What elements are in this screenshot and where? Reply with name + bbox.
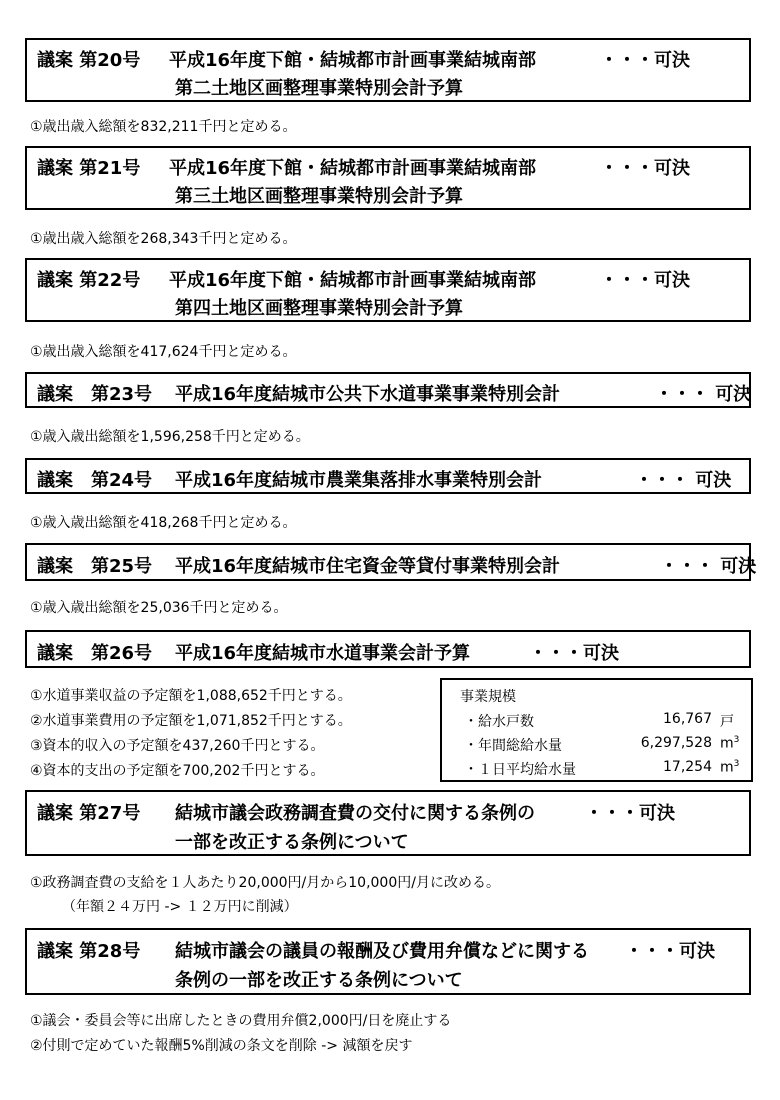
bill-title: 平成16年度下館・結城都市計画事業結城南部	[169, 158, 537, 179]
bill-number: 議案 第27号	[37, 803, 141, 824]
scale-unit: $m^3$	[720, 735, 740, 752]
scale-unit: $m^3$	[720, 759, 740, 776]
bill-number: 議案 第20号	[37, 50, 141, 71]
bill-title: 平成16年度結城市公共下水道事業事業特別会計	[175, 384, 561, 405]
scale-label: ・年間総給水量	[464, 738, 562, 754]
bill-item: ①政務調査費の支給を１人あたり20,000円/月から10,000円/月に改める。	[30, 875, 500, 891]
bill-item: ①歳入歳出総額を418,268千円と定める。	[30, 515, 297, 531]
bill-number: 議案 第25号	[37, 556, 153, 577]
bill-item: ①水道事業収益の予定額を1,088,652千円とする。	[30, 688, 352, 704]
bill-item: ③資本的収入の予定額を437,260千円とする。	[30, 738, 325, 754]
bill-result: ・・・可決	[585, 803, 675, 824]
bill-header-24	[25, 458, 751, 494]
bill-result: ・・・可決	[529, 643, 619, 664]
bill-result: ・・・可決	[625, 941, 715, 962]
scale-label: ・１日平均給水量	[464, 762, 576, 778]
bill-result: ・・・可決	[600, 270, 690, 291]
bill-title-line2: 第三土地区画整理事業特別会計予算	[175, 186, 463, 207]
bill-title: 平成16年度結城市農業集落排水事業特別会計	[175, 470, 543, 491]
bill-result: ・・・ 可決	[655, 384, 752, 405]
scale-heading: 事業規模	[460, 689, 516, 705]
bill-header-23	[25, 372, 751, 408]
bill-item: （年額２４万円 -> １２万円に削減）	[62, 899, 298, 915]
bill-header-27	[25, 790, 751, 856]
bill-item: ②水道事業費用の予定額を1,071,852千円とする。	[30, 713, 352, 729]
bill-title: 平成16年度下館・結城都市計画事業結城南部	[169, 270, 537, 291]
bill-header-26	[25, 630, 751, 668]
bill-header-22	[25, 258, 751, 322]
bill-number: 議案 第23号	[37, 384, 153, 405]
bill-title: 平成16年度下館・結城都市計画事業結城南部	[169, 50, 537, 71]
scale-value: 17,254	[663, 759, 712, 775]
bill-title: 平成16年度結城市住宅資金等貸付事業特別会計	[175, 556, 561, 577]
bill-result: ・・・可決	[600, 158, 690, 179]
bill-header-25	[25, 543, 757, 581]
bill-header-28	[25, 928, 751, 995]
bill-header-21	[25, 146, 751, 210]
bill-item: ①歳出歳入総額を417,624千円と定める。	[30, 344, 297, 360]
bill-title-line2: 第四土地区画整理事業特別会計予算	[175, 298, 463, 319]
bill-item: ④資本的支出の予定額を700,202千円とする。	[30, 763, 325, 779]
bill-result: ・・・可決	[600, 50, 690, 71]
bill-title: 結城市議会政務調査費の交付に関する条例の	[175, 803, 535, 824]
bill-item: ①歳入歳出総額を1,596,258千円と定める。	[30, 429, 310, 445]
bill-title-line2: 一部を改正する条例について	[175, 832, 409, 853]
bill-title-line2: 第二土地区画整理事業特別会計予算	[175, 78, 463, 99]
bill-title: 結城市議会の議員の報酬及び費用弁償などに関する	[175, 941, 589, 962]
bill-item: ②付則で定めていた報酬5%削減の条文を削除 -> 減額を戻す	[30, 1038, 413, 1054]
bill-number: 議案 第22号	[37, 270, 141, 291]
bill-item: ①歳出歳入総額を268,343千円と定める。	[30, 231, 297, 247]
scale-unit: 戸	[720, 714, 734, 730]
business-scale-box	[440, 678, 753, 782]
bill-item: ①議会・委員会等に出席したときの費用弁償2,000円/日を廃止する	[30, 1013, 452, 1029]
bill-number: 議案 第26号	[37, 643, 153, 664]
bill-number: 議案 第21号	[37, 158, 141, 179]
bill-result: ・・・ 可決	[660, 556, 757, 577]
bill-title: 平成16年度結城市水道事業会計予算	[175, 643, 471, 664]
bill-number: 議案 第28号	[37, 941, 141, 962]
bill-result: ・・・ 可決	[635, 470, 732, 491]
scale-label: ・給水戸数	[464, 714, 534, 730]
bill-title-line2: 条例の一部を改正する条例について	[175, 970, 463, 991]
scale-value: 6,297,528	[640, 735, 712, 751]
bill-number: 議案 第24号	[37, 470, 153, 491]
bill-item: ①歳出歳入総額を832,211千円と定める。	[30, 119, 297, 135]
bill-header-20	[25, 38, 751, 102]
scale-value: 16,767	[663, 711, 712, 727]
bill-item: ①歳入歳出総額を25,036千円と定める。	[30, 600, 288, 616]
